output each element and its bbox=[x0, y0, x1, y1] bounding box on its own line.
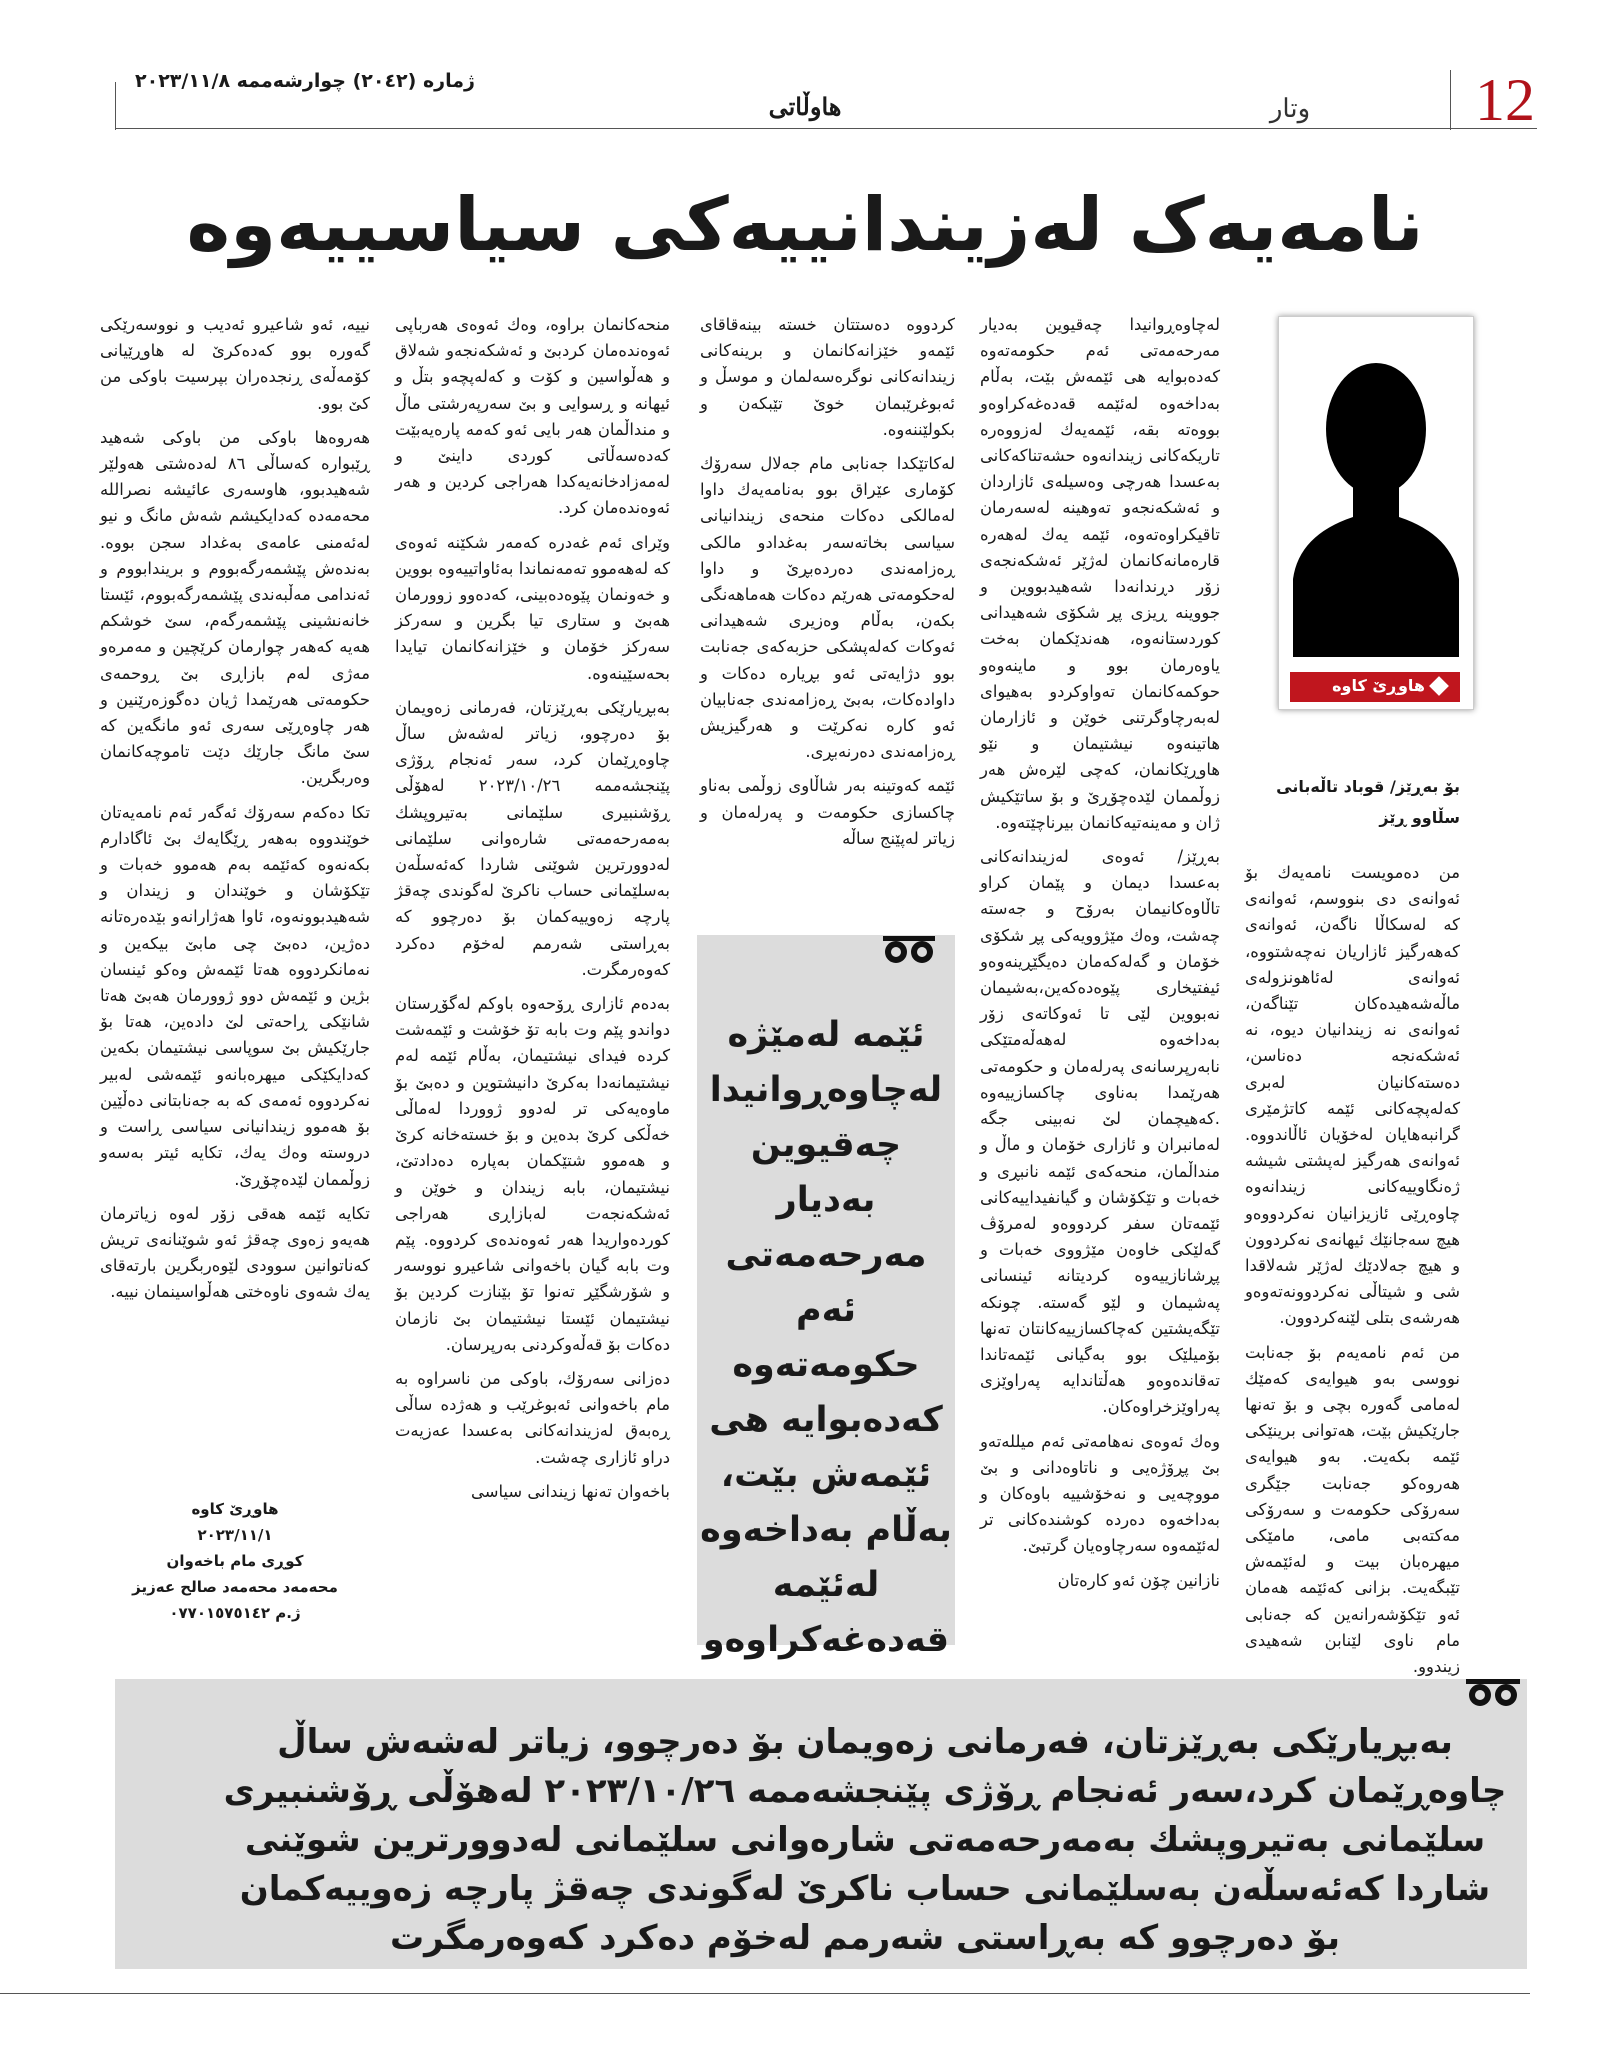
addressee: بۆ بەڕێز/ قوباد تاڵەبانی bbox=[1276, 777, 1460, 796]
article-column-4 bbox=[395, 312, 670, 1513]
issue-info: ژمارە (٢٠٤٢) چوارشەممە ٢٠٢٣/١١/٨ bbox=[135, 70, 475, 92]
article-column-1 bbox=[1245, 860, 1460, 1723]
signature-fullname: محەمەد محەمەد صالح عەزیز bbox=[132, 1578, 338, 1596]
paragraph: بەڕێز/ ئەوەی لەزیندانەکانی بەعسدا دیمان و پێمان کراو تاڵاوەکانیمان بەرۆح و جەستە چەشت، وەك مێژوویەکی پڕ شکۆی خۆمان و گەلەکەمان دەیگێڕینەوەو ئیفتیخاری پێوەدەکەین،بەشیمان نەبووین لێی تا ئەوکاتەی زۆر بەداخەوە لەهەڵەمتێکی نابەرپرسانەی پەرلەمان و حکومەتی هەرێمدا بەناوی چاکسازییەوە .کەهیچمان لێ نەبینی جگە لەمانبران و ئازاری خۆمان و ماڵ و منداڵمان، منحەکەی ئێمە نانبڕی و خەبات و تێکۆشان و گیانفیداییەکانی ئێمەتان سفر کردووەو لەمرۆڤ گەلێکی خاوەن مێژووی خەبات و پڕشانازییەوە کردیتانە ئینسانی پەشیمان و لێو گەستە. چونکە تێگەیشتین کەچاکسازییەکانتان تەنها بۆمیلێک بوو بەگیانی ئێمەتاندا تەقاندەوەو هەڵتاندایە پەراوێزی پەراوێزخراوەکان. bbox=[980, 847, 1220, 1417]
page-number: 12 bbox=[1475, 67, 1535, 133]
newspaper-masthead: هاوڵاتی bbox=[768, 92, 842, 121]
paragraph: وێرای ئەم غەدرە کەمەر شکێنە ئەوەی کە لەهەموو تەمەنماندا بەئاواتییەوە بووین و خەونمان پێوەدەبینی، کەدەوو زوورمان هەبێ و ستاری تیا بگرین و سەرکز سەرکز خۆمان و خێزانەکانمان تیایدا بحەسێینەوە. bbox=[395, 532, 670, 683]
salutation: سڵاوو ڕێز bbox=[1379, 808, 1460, 827]
person-silhouette-icon bbox=[1279, 317, 1473, 667]
paragraph: تکایە ئێمە هەقی زۆر لەوە زیاترمان هەیەو زەوی چەقژ ئەو شوێنانەی تریش کەناتوانین سوودی لێوەربگرین بارتەقای یەك شەوی ناوەختی هەڵواسینمان نییە. bbox=[100, 1203, 370, 1302]
paragraph: باخەوان تەنها زیندانی سیاسی bbox=[471, 1481, 670, 1501]
paragraph: نازانین چۆن ئەو کارەتان bbox=[1057, 1570, 1220, 1590]
header-page-divider bbox=[1450, 70, 1451, 130]
paragraph: لەکاتێکدا جەنابی مام جەلال سەرۆك کۆماری عێراق بوو بەنامەیەك داوا لەمالکی دەکات منحەی زیندانیانی سیاسی بخاتەسەر بەغدادو مالکی ڕەزامەندی دەردەبڕێ و داوا لەحکومەتی هەرێم دەکات هەماهەنگی بکەن، بەڵام وەزیری شەهیدانی ئەوکات کەلەپشکی حزبەکەی جەنابت بوو دژایەتی ئەو بڕیارە دەکات و داوادەکات، بەبێ ڕەزامەندی جەنابیان ئەو کارە نەکرێت و هەرگیزیش ڕەزامەندی دەرنەبڕی. bbox=[700, 454, 955, 762]
article-title: نامەیەک لەزیندانییەکی سیاسییەوە bbox=[186, 182, 1424, 268]
paragraph: تکا دەکەم سەرۆك ئەگەر ئەم نامەیەتان خوێندووە بەهەر ڕێگایەك بێ ئاگادارم بکەنەوە کەئێمە بەم هەموو خەبات و تێکۆشان و خوێندان و زیندان و شەهیدبوونەوە، ئاوا هەژارانەو بێدەرەتانە دەژین، دەبێ چی مابێ بیکەین و نەمانکردووە هەتا ئێمەش وەکو ئینسان بژین و ئێمەش دوو ژوورمان هەبێ هەتا شانێکی ڕاحەتی لێ دادەین، هەتا بۆ جارێکیش بێ سوپاسی نیشتیمان بکەین کەدایکێکی میهرەبانەو ئێمەشی لەبیر نەکردووە ئەمەی کە بە جەنابتانی دەڵێین بۆ هەموو زیندانیانی سیاسی ڕاست و دروستە وەك یەك، تکایە ئیتر بەسەو زوڵممان لێدەچۆڕێ. bbox=[100, 802, 370, 1189]
article-column-2 bbox=[980, 312, 1220, 1602]
author-name: هاوڕێ کاوە bbox=[1332, 676, 1425, 695]
author-photo bbox=[1278, 316, 1474, 710]
paragraph: دەزانی سەرۆك، باوکی من ناسراوە بە مام باخەوانی ئەبوغرێب و هەژدە ساڵی ڕەبەق لەزیندانەکانی بەعسدا عەزیەت دراو ئازاری چەشت. bbox=[395, 1368, 670, 1467]
header-left-edge bbox=[115, 82, 116, 130]
signature-phone: ژ.م ٠٧٧٠١٥٧٥١٤٢ bbox=[169, 1604, 301, 1622]
paragraph: منحەکانمان براوە، وەك ئەوەی هەرباپی ئەوەندەمان کردبێ و ئەشکەنجەو شەلاق و هەڵواسین و کۆت و کەلەپچەو بتڵ و ئیهانە و ڕسوایی و بێ سەرپەرشتی ماڵ و منداڵمان هەر بایی ئەو کەمە پارەیەبێت کەدەسەڵاتی کوردی داینێ و لەمەزادخانەیەکدا هەراجی کردین و هەر ئەوەندەمان کرد. bbox=[395, 315, 670, 518]
paragraph: من دەمویست نامەیەك بۆ ئەوانەی دی بنووسم، ئەوانەی كە لەسكاڵا ناگەن، ئەوانەی كەهەرگیز ئازاریان نەچەشتووە، ئەوانەی لەئاهونزولەی ماڵەشەهیدەکان تێناگەن، ئەوانەی نە زیندانیان دیوە، نە ئەشکەنجە دەناسن، دەستەکانیان لەبری کەلەپچەکانی ئێمە کاتژمێری گرانبەهایان لەخۆیان ئاڵاندووە. ئەوانەی هەرگیز لەپشتی شیشە ژەنگاوییەکانی زیندانەوە چاوەڕێی ئازیزانیان نەکردووەو هیچ سەجانێك ئیهانەی نەکردوون و هیچ جەلادێك لەژێر شەلاقدا شی و شیتاڵی نەکردوونەتەوەو هەرشەی بتلی لێنەکردوون. bbox=[1245, 863, 1460, 1328]
section-name: وتار bbox=[1269, 94, 1311, 124]
paragraph: وەك ئەوەی نەهامەتی ئەم میللەتەو بێ پڕۆژەیی و ناتاوەدانی و بێ مووچەیی و نەخۆشییە باوەکان و بەداخەوە دەردە کوشندەکانی تر لەئێمەوە سەرچاوەیان گرتبێ. bbox=[980, 1431, 1220, 1556]
paragraph: هەروەها باوکی من باوکی شەهید ڕێبوارە کەساڵی ٨٦ لەدەشتی هەولێر شەهیدبوو، هاوسەری عائیشە نصراللە محەمەدە کەدایکیشم شەش مانگ و نیو لەئەمنی عامەی بەغداد سجن بووە. بەندەش پێشمەرگەبووم و بریندابووم و ئەندامی مەڵبەندی پێشمەرگەبووم، ئێستا خانەنشینی پێشمەرگەم، سێ خوشکم هەیە کەهەر چوارمان کرێچین و مەمرەو مەژی لەم بازاڕی بێ ڕوحمەی حکومەتی هەرێمدا ژیان دەگوزەرێنین و هەر چاوەڕێی سەری ئەو مانگەین کە سێ مانگ جارێك دێت تاموچەکانمان وەربگرین. bbox=[100, 427, 370, 788]
quote-marks-icon bbox=[1466, 1679, 1520, 1707]
article-column-3 bbox=[700, 312, 955, 860]
paragraph: بەبڕیارێکی بەڕێزتان، فەرمانی زەویمان بۆ دەرچوو، زیاتر لەشەش ساڵ چاوەڕێمان کرد، سەر ئەنجام ڕۆژی پێنجشەممە ٢٠٢٣/١٠/٢٦ لەهۆڵی ڕۆشنبیری سلێمانی بەتیروپشك بەمەرحەمەتی شارەوانی سلێمانی لەدوورترین شوێنی شاردا کەئەسڵەن بەسلێمانی حساب ناکرێ لەگوندی چەقژ پارچە زەوییەکمان بۆ دەرچوو کە بەڕاستی شەرمم لەخۆم دەکرد کەوەرمگرت. bbox=[395, 697, 671, 979]
bottom-quote-text: بەبڕیارێکی بەڕێزتان، فەرمانی زەویمان بۆ دەرچوو، زیاتر لەشەش ساڵ چاوەڕێمان کرد،سەر ئەنجام ڕۆژی پێنجشەممە ٢٠٢٣/١٠/٢٦ لەهۆڵی ڕۆشنبیری سلێمانی بەتیروپشك بەمەرحەمەتی شارەوانی سلێمانی لەدوورترین شوێنی شاردا کەئەسڵەن بەسلێمانی حساب ناکرێ لەگوندی چەقژ پارچە زەوییەکمان بۆ دەرچوو کە بەڕاستی شەرمم لەخۆم دەکرد کەوەرمگرت bbox=[223, 1722, 1507, 1958]
bottom-rule bbox=[0, 1993, 1530, 1994]
paragraph: ئێمە کەوتینە بەر شاڵاوی زوڵمی بەناو چاکسازی حکومەت و پەرلەمان و زیاتر لەپێنج ساڵە bbox=[700, 776, 955, 848]
paragraph: بەدەم ئازاری ڕۆحەوە باوکم لەگۆڕستان دواندو پێم وت بابە تۆ خۆشت و ئێمەشت کردە فیدای نیشتیمان، بەڵام ئێمە لەم نیشتیمانەدا بەکرێ دانیشتوین و دەبێ بۆ ماوەیەکی تر لەدوو ژووردا لەماڵی خەڵکی کرێ بدەین و بۆ خستەخانە کرێ و هەموو شتێکمان بەپارە دەدادتێ، نیشتیمان، بابە زیندان و خوێن و ئەشکەنجەت لەبازاڕی هەراجی کوردەواریدا هەر ئەوەندەی کردووە. پێم وت بابە گیان باخەوانی شاعیرو نووسەر و شۆرشگێڕ تەنوا تۆ بێنازت کردین بۆ نیشتیمان ئێستا نیشتیمان بێ نازمان دەکات بۆ قەڵەوکردنی بەرپرسان. bbox=[395, 994, 670, 1354]
quote-marks-icon bbox=[883, 936, 935, 964]
paragraph: لەچاوەڕوانیدا چەقیوین بەدیار مەرحەمەتی ئەم حکومەتەوە کەدەبوایە هی ئێمەش بێت، بەڵام بەداخەوە لەئێمە قەدەغەکراوەو بووەتە بقە، ئێمەیەك لەزووەرە تاریکەکانی زیندانەوە حشەتناکەکانی بەعسدا هەرچی وەسیلەی ئازاردان و ئەشکەنجەو تەوهینە لەسەرمان تاقیکراوەتەوە، ئێمە یەك لەهەرە قارەمانەکانمان لەژێر ئەشکەنجەی زۆر دڕندانەدا شەهیدبووین و جووینە ڕیزی پڕ شکۆی شەهیدانی کوردستانەوە، هەندێکمان بەخت یاوەرمان بوو و ماینەوەو حوکمەکانمان تەواوکردو بەهیوای لەبەرچاوگرتنی خوێن و ئازارمان هاتینەوە نیشتیمان و نێو هاوڕێکانمان، کەچی لێرەش هەر زوڵممان لێدەچۆڕێ و بۆ ساتێکیش ژان و مەینەتیەکانمان بیرناچێتەوە. bbox=[980, 315, 1220, 832]
paragraph: کردووە دەستتان خستە بینەقاقای ئێمەو خێزانەکانمان و برینەکانی زیندانەکانی نوگرەسەلمان و موسڵ و ئەبوغرێبمان خوێ تێبکەن و بکولێننەوە. bbox=[700, 315, 955, 439]
pull-quote-text: ئێمە لەمێژە لەچاوەڕوانیدا چەقیوین بەدیار مەرحەمەتی ئەم حکومەتەوە کەدەبوایە هی ئێمەش بێت، بەڵام بەداخەوە لەئێمە قەدەغەکراوەو bbox=[700, 1015, 952, 1660]
article-column-5 bbox=[100, 312, 370, 1314]
signature-name: هاوڕێ کاوە bbox=[191, 1500, 279, 1518]
paragraph: من ئەم نامەیەم بۆ جەنابت نووسی بەو هیوایەی کەمێك لەمامی گەورە بچی و بۆ تەنها جارێکیش بێت، هەتوانی برینێکی ئێمە بکەیت. بەو هیوایەی هەروەکو جەنابت جێگری سەرۆکی حکومەت و سەرۆکی مەکتەبی مامی، مامێکی میهرەبان بیت و لەئێمەش تێبگەیت. بزانی کەئێمە هەمان ئەو تێکۆشەرانەین کە جەنابی مام ناوی لێنابن شەهیدی زیندوو. bbox=[1245, 1342, 1460, 1677]
paragraph: نییە، ئەو شاعیرو ئەدیب و نووسەرێکی گەورە بوو کەدەکرێ لە هاوڕێیانی کۆمەڵەی ڕنجدەران بپرسیت باوکی من کێ بوو. bbox=[100, 315, 370, 413]
signature-relation: کوڕی مام باخەوان bbox=[166, 1552, 304, 1570]
header-rule bbox=[115, 128, 1537, 129]
signature-date: ٢٠٢٣/١١/١ bbox=[197, 1526, 273, 1544]
